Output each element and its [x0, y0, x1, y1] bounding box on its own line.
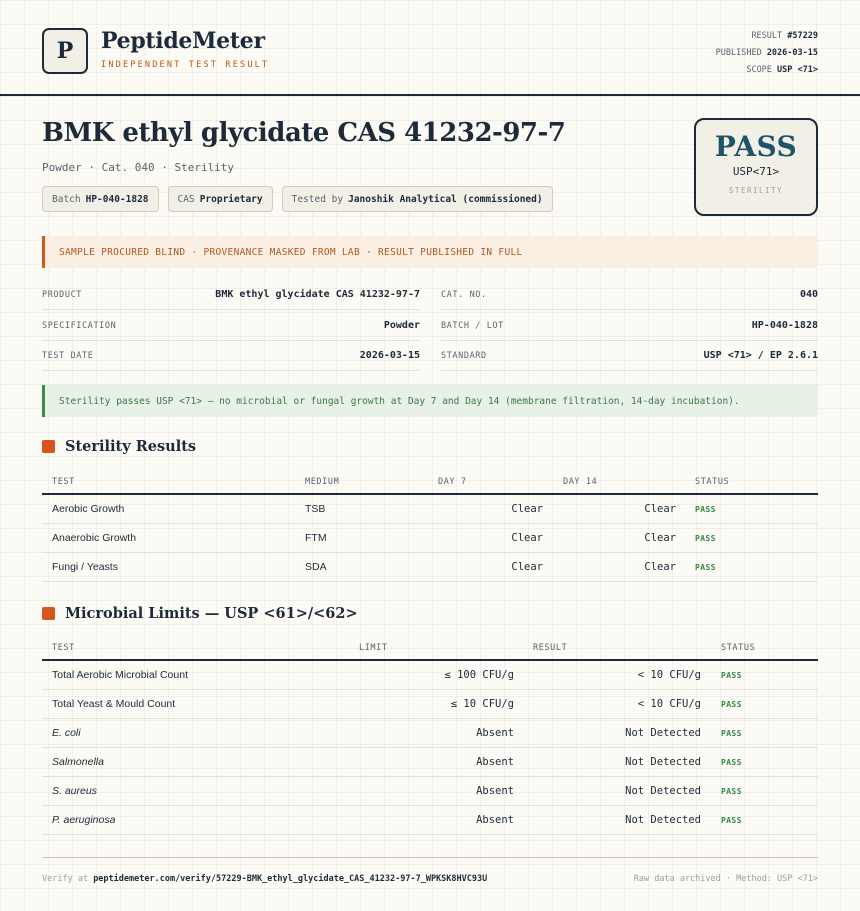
day7-value: Clear	[511, 561, 543, 573]
info-key: TEST DATE	[42, 350, 94, 361]
limit-value: Absent	[476, 814, 514, 826]
tested-by-chip: Tested by Janoshik Analytical (commissioned)	[282, 186, 553, 212]
archive-note: Raw data archived · Method: USP <71>	[633, 874, 818, 884]
test-name: Anaerobic Growth	[52, 532, 137, 544]
verify-link[interactable]: peptidemeter.com/verify/57229-BMK_ethyl_glycidate_CAS_41232-97-7_WPKSK8HVC93U	[93, 874, 488, 884]
verdict-standard: USP<71>	[732, 165, 780, 178]
sterility-table	[42, 468, 818, 582]
day14-value: Clear	[644, 503, 676, 515]
scope: SCOPE USP <71>	[746, 65, 818, 75]
brand-logo: P	[42, 28, 88, 74]
microbial-table	[42, 634, 818, 835]
report-header	[0, 0, 860, 96]
conclusion-banner: Sterility passes USP <71> — no microbial or fungal growth at Day 7 and Day 14 (membrane filtration, 14-day incubation).	[42, 385, 818, 417]
table-row	[42, 553, 818, 582]
section-marker-icon	[42, 440, 55, 453]
table-row	[42, 748, 818, 777]
status-badge: PASS	[721, 671, 742, 680]
brand-name: PeptideMeter	[101, 28, 265, 54]
info-value: 040	[799, 289, 818, 300]
info-value: USP <71> / EP 2.6.1	[703, 350, 818, 361]
test-name: Salmonella	[52, 756, 104, 768]
verdict-word: PASS	[714, 130, 798, 163]
result-value: Not Detected	[625, 814, 701, 826]
section-marker-icon	[42, 607, 55, 620]
table-row	[42, 524, 818, 553]
section-title: Microbial Limits — USP <61>/<62>	[65, 605, 358, 622]
status-badge: PASS	[721, 758, 742, 767]
info-batch-lot	[441, 311, 818, 341]
table-row	[42, 495, 818, 524]
status-badge: PASS	[695, 534, 716, 543]
day7-value: Clear	[511, 503, 543, 515]
microbial-section-heading	[42, 605, 358, 622]
page-title: BMK ethyl glycidate CAS 41232-97-7	[42, 118, 566, 148]
column-header: DAY 14	[563, 477, 598, 487]
info-key: CAT. NO.	[441, 289, 487, 300]
info-value: HP-040-1828	[751, 320, 818, 331]
medium: TSB	[305, 503, 326, 515]
result-value: < 10 CFU/g	[637, 698, 701, 710]
limit-value: Absent	[476, 785, 514, 797]
medium: SDA	[305, 561, 327, 573]
medium: FTM	[305, 532, 327, 544]
info-key: STANDARD	[441, 350, 487, 361]
status-badge: PASS	[695, 563, 716, 572]
info-standard	[441, 341, 818, 371]
test-name: P. aeruginosa	[52, 814, 116, 826]
column-header: STATUS	[695, 477, 730, 487]
test-name: Total Yeast & Mould Count	[52, 698, 176, 710]
table-row	[42, 777, 818, 806]
info-product	[42, 280, 420, 310]
report-footer	[42, 857, 818, 884]
table-row	[42, 690, 818, 719]
test-name: Aerobic Growth	[52, 503, 125, 515]
result-value: Not Detected	[625, 756, 701, 768]
test-name: S. aureus	[52, 785, 97, 797]
verdict-badge	[694, 118, 818, 216]
info-key: PRODUCT	[42, 289, 83, 300]
table-row	[42, 719, 818, 748]
column-header: DAY 7	[438, 477, 467, 487]
info-cat-no	[441, 280, 818, 310]
table-row	[42, 806, 818, 835]
limit-value: ≤ 100 CFU/g	[444, 669, 514, 681]
status-badge: PASS	[721, 700, 742, 709]
day14-value: Clear	[644, 561, 676, 573]
published-date: PUBLISHED 2026-03-15	[715, 48, 818, 58]
info-value: 2026-03-15	[359, 350, 420, 361]
column-header: TEST	[52, 643, 75, 653]
table-header	[42, 468, 818, 495]
test-name: Total Aerobic Microbial Count	[52, 669, 188, 681]
info-key: SPECIFICATION	[42, 320, 117, 331]
result-number: RESULT #57229	[751, 31, 818, 41]
limit-value: Absent	[476, 727, 514, 739]
info-specification	[42, 311, 420, 341]
result-value: Not Detected	[625, 727, 701, 739]
test-name: Fungi / Yeasts	[52, 561, 118, 573]
chip-row	[42, 186, 553, 212]
day7-value: Clear	[511, 532, 543, 544]
status-badge: PASS	[721, 816, 742, 825]
report-meta	[716, 28, 818, 79]
sterility-section-heading	[42, 438, 196, 455]
result-value: Not Detected	[625, 785, 701, 797]
status-badge: PASS	[695, 505, 716, 514]
column-header: STATUS	[721, 643, 756, 653]
status-badge: PASS	[721, 729, 742, 738]
batch-chip: Batch HP-040-1828	[42, 186, 159, 212]
info-value: BMK ethyl glycidate CAS 41232-97-7	[215, 289, 420, 300]
column-header: RESULT	[533, 643, 568, 653]
info-key: BATCH / LOT	[441, 320, 504, 331]
column-header: LIMIT	[359, 643, 388, 653]
limit-value: ≤ 10 CFU/g	[450, 698, 514, 710]
verdict-scope: STERILITY	[728, 186, 784, 195]
column-header: TEST	[52, 477, 75, 487]
test-name: E. coli	[52, 727, 81, 739]
info-test-date	[42, 341, 420, 371]
verify-line: Verify at peptidemeter.com/verify/57229-BMK_ethyl_glycidate_CAS_41232-97-7_WPKSK8HVC93U	[42, 874, 488, 884]
brand-tagline: INDEPENDENT TEST RESULT	[101, 60, 270, 70]
page-subtitle: Powder · Cat. 040 · Sterility	[42, 161, 235, 174]
day14-value: Clear	[644, 532, 676, 544]
column-header: MEDIUM	[305, 477, 340, 487]
table-row	[42, 661, 818, 690]
procurement-notice: SAMPLE PROCURED BLIND · PROVENANCE MASKED FROM LAB · RESULT PUBLISHED IN FULL	[42, 236, 818, 268]
section-title: Sterility Results	[65, 438, 197, 455]
table-header	[42, 634, 818, 661]
info-value: Powder	[383, 320, 420, 331]
status-badge: PASS	[721, 787, 742, 796]
result-value: < 10 CFU/g	[637, 669, 701, 681]
limit-value: Absent	[476, 756, 514, 768]
cas-chip: CAS Proprietary	[168, 186, 273, 212]
